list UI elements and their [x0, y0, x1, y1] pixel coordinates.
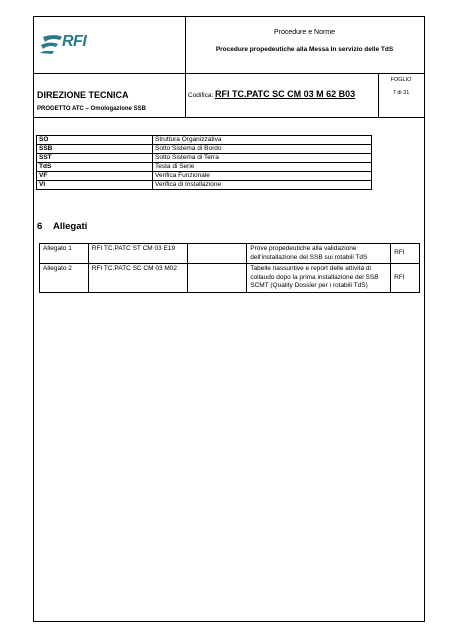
table-row	[37, 181, 372, 190]
abbr-key: SSB	[37, 145, 153, 154]
table-row	[37, 172, 372, 181]
abbr-value: Verifica Funzionale	[153, 172, 372, 181]
abbr-value: Sotto Sistema di Bordo	[153, 145, 372, 154]
attachment-owner: RFI	[391, 244, 420, 264]
code-cell	[185, 73, 379, 117]
table-row	[37, 154, 372, 163]
direction-cell	[34, 73, 186, 117]
sheet-label: FOGLIO	[390, 77, 412, 83]
abbr-key: SST	[37, 154, 153, 163]
attachment-spacer	[187, 244, 246, 264]
abbr-value: Struttura Organizzativa	[153, 136, 372, 145]
abbr-key: TdS	[37, 163, 153, 172]
rfi-logo	[40, 33, 110, 55]
code-value: RFI TC.PATC SC CM 03 M 62 B03	[215, 89, 356, 99]
abbr-key: VI	[37, 181, 153, 190]
header-bottom-row	[34, 73, 424, 118]
rfi-logo-icon	[40, 33, 64, 55]
abbreviations-table	[36, 135, 372, 190]
document-page	[33, 16, 425, 622]
procedure-cell	[185, 17, 424, 73]
sheet-cell	[378, 73, 424, 117]
abbr-key: VF	[37, 172, 153, 181]
attachment-code: RFI TC.PATC ST CM 03 E19	[88, 244, 187, 264]
table-row	[40, 244, 420, 264]
attachment-name: Allegato 2	[40, 264, 89, 293]
direction-title: DIREZIONE TECNICA	[37, 90, 129, 100]
attachment-spacer	[187, 264, 246, 293]
project-subtitle: PROGETTO ATC – Omologazione SSB	[37, 106, 146, 112]
procedure-title: Procedure propedeutiche alla Messa In servizio delle TdS	[215, 46, 394, 53]
logo-text: RFI	[62, 33, 87, 50]
abbr-value: Testa di Serie	[153, 163, 372, 172]
attachment-code: RFI TC.PATC SC CM 03 M02	[88, 264, 187, 293]
attachment-description: Tabelle riassuntive e report delle attività di collaudo dopo la prima installazione del SSB SCMT (Quality Dossier per i rotabili TdS)	[247, 264, 391, 293]
procedure-category: Procedure e Norme	[273, 29, 336, 36]
attachment-name: Allegato 1	[40, 244, 89, 264]
table-row	[37, 136, 372, 145]
attachment-owner: RFI	[391, 264, 420, 293]
attachment-description: Prove propedeutiche alla validazione dell'installazione del SSB sui rotabili TdS	[247, 244, 391, 264]
header-top-row	[34, 17, 424, 74]
section-heading	[37, 221, 87, 232]
attachments-table	[39, 243, 420, 293]
abbr-value: Sotto Sistema di Terra	[153, 154, 372, 163]
section-title: Allegati	[53, 221, 88, 232]
abbr-key: SO	[37, 136, 153, 145]
section-number: 6	[37, 221, 43, 232]
logo-cell	[34, 17, 186, 73]
table-row	[37, 163, 372, 172]
sheet-number: 7 di 31	[392, 90, 410, 96]
table-row	[37, 145, 372, 154]
table-row	[40, 264, 420, 293]
code-label: Codifica:	[188, 92, 214, 99]
abbr-value: Verifica di Installazione	[153, 181, 372, 190]
